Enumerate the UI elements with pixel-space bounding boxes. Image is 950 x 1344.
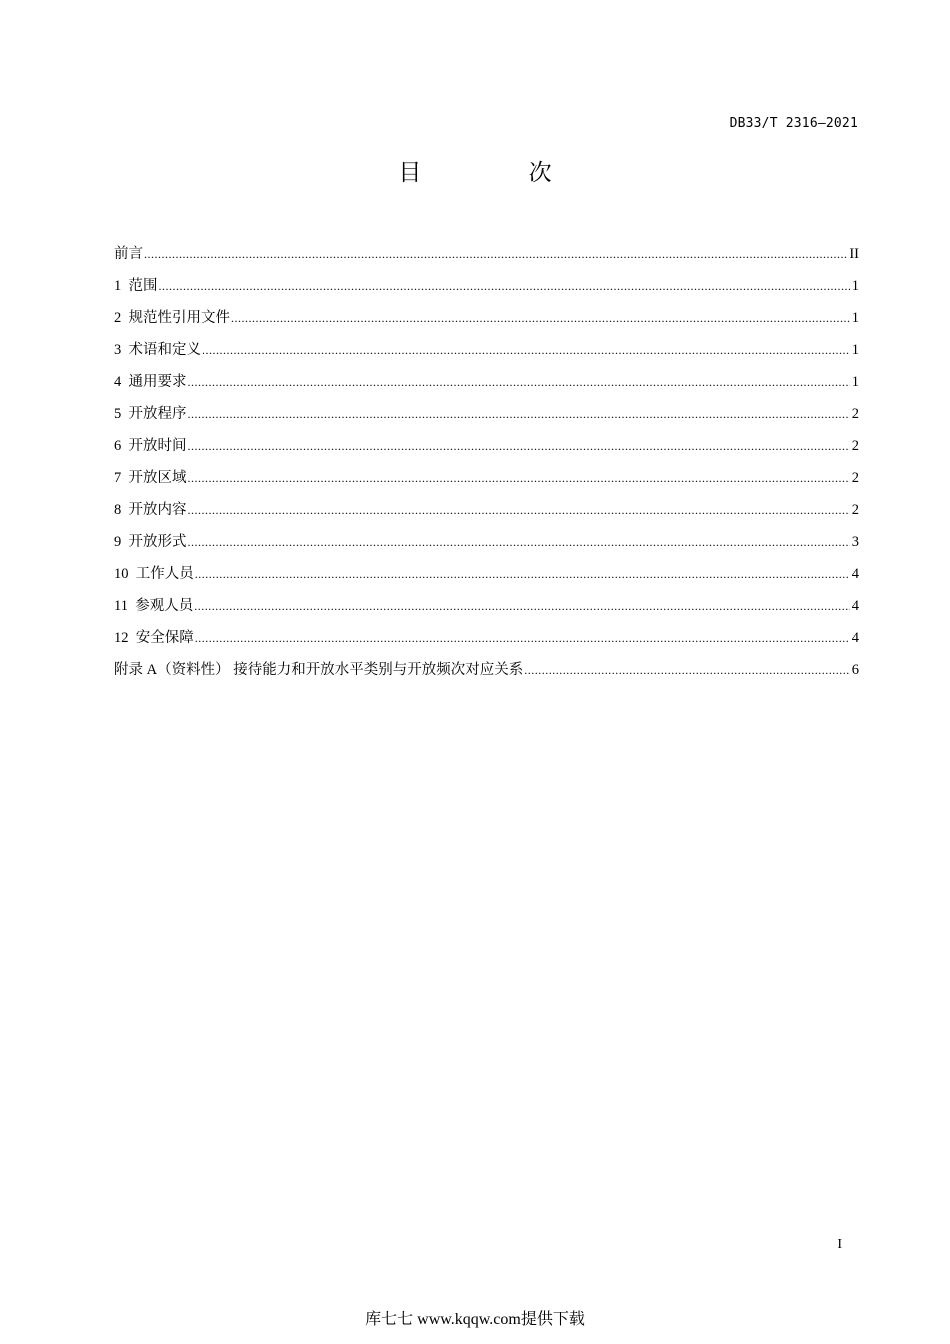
toc-entry-label: 前言 — [114, 246, 143, 262]
toc-entry-page: 2 — [851, 438, 859, 454]
dot-leader — [195, 567, 850, 582]
toc-entry-number: 2 — [114, 310, 129, 326]
toc-entry-label: 工作人员 — [135, 566, 194, 582]
toc-entry-opening-procedure[interactable] — [114, 402, 859, 434]
dot-leader — [144, 247, 847, 262]
toc-entry-page: 1 — [851, 278, 859, 294]
toc-entry-label: 附录 A（资料性） 接待能力和开放水平类别与开放频次对应关系 — [114, 662, 524, 678]
dot-leader — [202, 343, 850, 358]
dot-leader — [524, 663, 850, 678]
toc-entry-number: 10 — [114, 566, 136, 582]
toc-entry-label: 开放形式 — [128, 534, 187, 550]
toc-entry-number: 1 — [114, 278, 129, 294]
toc-entry-number: 11 — [114, 598, 136, 614]
page-title: 目 次 — [398, 160, 602, 186]
toc-entry-opening-area[interactable] — [114, 466, 859, 498]
footer-watermark: 库七七 www.kqqw.com提供下载 — [365, 1311, 585, 1328]
dot-leader — [188, 407, 850, 422]
toc-entry-label: 通用要求 — [128, 374, 187, 390]
toc-entry-page: 1 — [851, 310, 859, 326]
toc-entry-staff[interactable] — [114, 562, 859, 594]
dot-leader — [194, 599, 850, 614]
toc-entry-page: 1 — [851, 342, 859, 358]
toc-entry-opening-time[interactable] — [114, 434, 859, 466]
toc-entry-number: 6 — [114, 438, 129, 454]
toc-entry-label: 开放时间 — [128, 438, 187, 454]
toc-entry-number: 4 — [114, 374, 129, 390]
page-number: I — [837, 1237, 842, 1252]
toc-entry-label: 术语和定义 — [128, 342, 201, 358]
toc-entry-safety[interactable] — [114, 626, 859, 658]
toc-entry-page: 4 — [851, 566, 859, 582]
toc-entry-page: 4 — [851, 630, 859, 646]
toc-entry-appendix-a[interactable] — [114, 658, 859, 690]
toc-entry-opening-form[interactable] — [114, 530, 859, 562]
table-of-contents — [114, 242, 859, 690]
toc-entry-opening-content[interactable] — [114, 498, 859, 530]
toc-entry-page: 4 — [851, 598, 859, 614]
toc-entry-number: 8 — [114, 502, 129, 518]
toc-entry-page: 6 — [851, 662, 859, 678]
toc-entry-terms-definitions[interactable] — [114, 338, 859, 370]
toc-entry-number: 9 — [114, 534, 129, 550]
toc-entry-page: 1 — [851, 374, 859, 390]
dot-leader — [188, 375, 850, 390]
toc-entry-page: 2 — [851, 406, 859, 422]
toc-entry-number: 12 — [114, 630, 136, 646]
toc-entry-number: 5 — [114, 406, 129, 422]
toc-entry-page: 3 — [851, 534, 859, 550]
toc-entry-number: 3 — [114, 342, 129, 358]
dot-leader — [188, 535, 850, 550]
toc-entry-page: II — [849, 246, 859, 262]
toc-entry-label: 安全保障 — [135, 630, 194, 646]
toc-entry-label: 开放程序 — [128, 406, 187, 422]
toc-entry-page: 2 — [851, 502, 859, 518]
toc-entry-label: 规范性引用文件 — [128, 310, 230, 326]
dot-leader — [188, 439, 850, 454]
dot-leader — [195, 631, 850, 646]
dot-leader — [231, 311, 850, 326]
toc-entry-label: 开放区域 — [128, 470, 187, 486]
toc-entry-label: 参观人员 — [135, 598, 194, 614]
toc-entry-label: 开放内容 — [128, 502, 187, 518]
toc-entry-visitors[interactable] — [114, 594, 859, 626]
toc-entry-page: 2 — [851, 470, 859, 486]
toc-entry-scope[interactable] — [114, 274, 859, 306]
toc-entry-number: 7 — [114, 470, 129, 486]
dot-leader — [188, 471, 850, 486]
document-code: DB33/T 2316—2021 — [729, 116, 858, 131]
dot-leader — [188, 503, 850, 518]
toc-entry-normative-references[interactable] — [114, 306, 859, 338]
toc-entry-general-requirements[interactable] — [114, 370, 859, 402]
dot-leader — [159, 279, 850, 294]
toc-entry-label: 范围 — [128, 278, 158, 294]
toc-entry-foreword[interactable] — [114, 242, 859, 274]
